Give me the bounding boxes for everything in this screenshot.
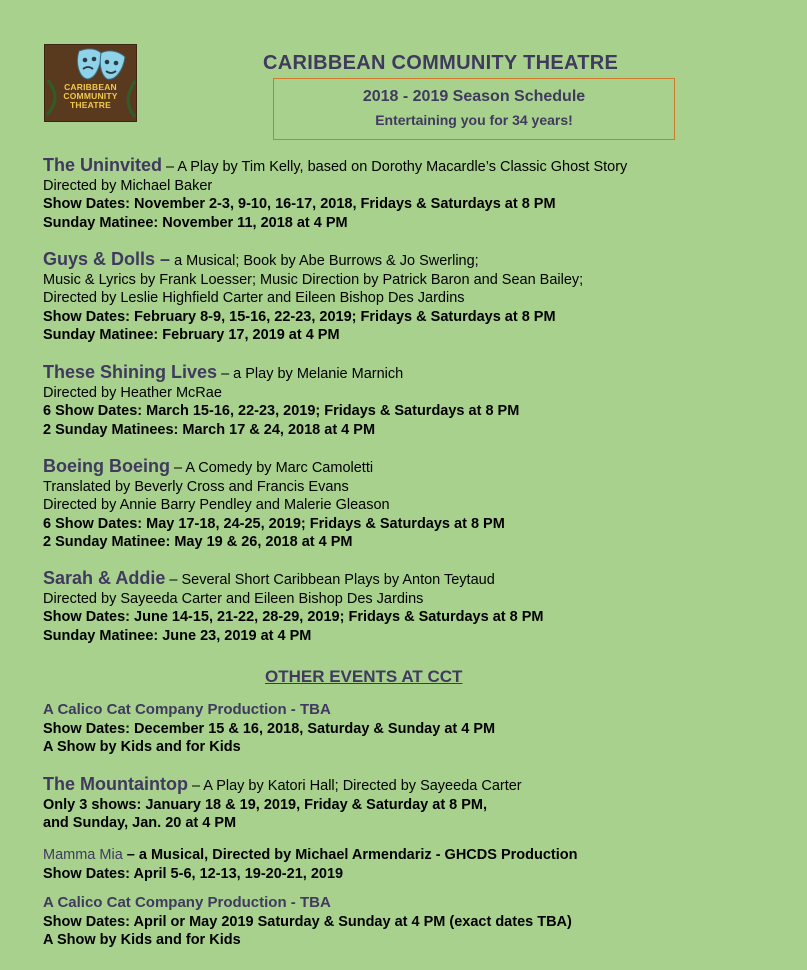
event-title: Mamma Mia xyxy=(43,847,123,863)
event-title: A Calico Cat Company Production - TBA xyxy=(43,894,331,911)
show-boeing-boeing xyxy=(43,456,773,552)
logo-text: CARIBBEAN COMMUNITY THEATRE xyxy=(63,82,118,110)
show-dates: 6 Show Dates: May 17-18, 24-25, 2019; Fridays & Saturdays at 8 PM xyxy=(43,515,505,532)
page-title: CARIBBEAN COMMUNITY THEATRE xyxy=(263,52,619,74)
show-credit: Music & Lyrics by Frank Loesser; Music Direction by Patrick Baron and Sean Bailey; xyxy=(43,271,584,288)
event-dates: Only 3 shows: January 18 & 19, 2019, Friday & Saturday at 8 PM, xyxy=(43,796,488,813)
show-description: – A Play by Tim Kelly, based on Dorothy Macardle’s Classic Ghost Story xyxy=(162,159,628,175)
show-these-shining-lives xyxy=(43,362,773,439)
event-calico-cat-spring xyxy=(43,894,773,950)
show-dates: Show Dates: November 2-3, 9-10, 16-17, 2018, Fridays & Saturdays at 8 PM xyxy=(43,196,556,212)
event-dates: and Sunday, Jan. 20 at 4 PM xyxy=(43,815,237,831)
event-dates: Show Dates: April or May 2019 Saturday & Sunday at 4 PM (exact dates TBA) xyxy=(43,913,572,930)
show-dates: Show Dates: February 8-9, 15-16, 22-23, 2019; Fridays & Saturdays at 8 PM xyxy=(43,308,556,325)
event-title: A Calico Cat Company Production - TBA xyxy=(43,701,331,718)
other-events-heading: OTHER EVENTS AT CCT xyxy=(265,667,463,686)
show-credit: Translated by Beverly Cross and Francis Evans xyxy=(43,478,349,495)
show-credit: Directed by Annie Barry Pendley and Malerie Gleason xyxy=(43,497,390,513)
season-title: 2018 - 2019 Season Schedule xyxy=(362,88,586,105)
show-the-uninvited xyxy=(43,155,773,232)
show-description: – a Play by Melanie Marnich xyxy=(217,366,404,382)
show-dates: 6 Show Dates: March 15-16, 22-23, 2019; Fridays & Saturdays at 8 PM xyxy=(43,403,520,419)
show-title: Boeing Boeing xyxy=(43,456,170,476)
season-tagline: Entertaining you for 34 years! xyxy=(375,112,573,128)
show-title: The Uninvited xyxy=(43,155,163,175)
show-matinee: 2 Sunday Matinees: March 17 & 24, 2018 at 4 PM xyxy=(43,421,376,438)
event-description: – a Musical, Directed by Michael Armendariz - GHCDS Production xyxy=(122,847,578,863)
season-box xyxy=(273,78,675,140)
event-dates: Show Dates: December 15 & 16, 2018, Saturday & Sunday at 4 PM xyxy=(43,720,496,737)
show-description: a Musical; Book by Abe Burrows & Jo Swerling; xyxy=(170,253,479,269)
event-description: – A Play by Katori Hall; Directed by Sayeeda Carter xyxy=(187,778,522,794)
show-credit: Directed by Leslie Highfield Carter and Eileen Bishop Des Jardins xyxy=(43,290,465,306)
show-dates: Show Dates: June 14-15, 21-22, 28-29, 2019; Fridays & Saturdays at 8 PM xyxy=(43,609,544,625)
event-calico-cat-december xyxy=(43,701,773,757)
show-credit: Directed by Sayeeda Carter and Eileen Bishop Des Jardins xyxy=(43,590,424,607)
show-credit: Directed by Heather McRae xyxy=(43,384,222,401)
show-title: Sarah & Addie xyxy=(43,568,166,588)
show-description: – A Comedy by Marc Camoletti xyxy=(170,460,374,476)
show-matinee: Sunday Matinee: February 17, 2019 at 4 PM xyxy=(43,327,340,343)
theatre-logo xyxy=(44,44,137,122)
event-the-mountaintop xyxy=(43,774,773,833)
show-matinee: Sunday Matinee: November 11, 2018 at 4 PM xyxy=(43,214,348,231)
show-title: These Shining Lives xyxy=(43,362,218,382)
show-sarah-and-addie xyxy=(43,568,773,645)
show-description: – Several Short Caribbean Plays by Anton Teytaud xyxy=(165,572,495,588)
show-title: Guys & Dolls – xyxy=(43,249,171,269)
event-title: The Mountaintop xyxy=(43,774,188,794)
event-dates: Show Dates: April 5-6, 12-13, 19-20-21, 2019 xyxy=(43,865,344,882)
event-note: A Show by Kids and for Kids xyxy=(43,932,241,948)
show-guys-and-dolls xyxy=(43,249,773,345)
show-matinee: Sunday Matinee: June 23, 2019 at 4 PM xyxy=(43,627,312,644)
show-credit: Directed by Michael Baker xyxy=(43,177,213,194)
event-mamma-mia xyxy=(43,846,773,883)
event-note: A Show by Kids and for Kids xyxy=(43,739,241,755)
show-matinee: 2 Sunday Matinee: May 19 & 26, 2018 at 4 PM xyxy=(43,534,353,550)
